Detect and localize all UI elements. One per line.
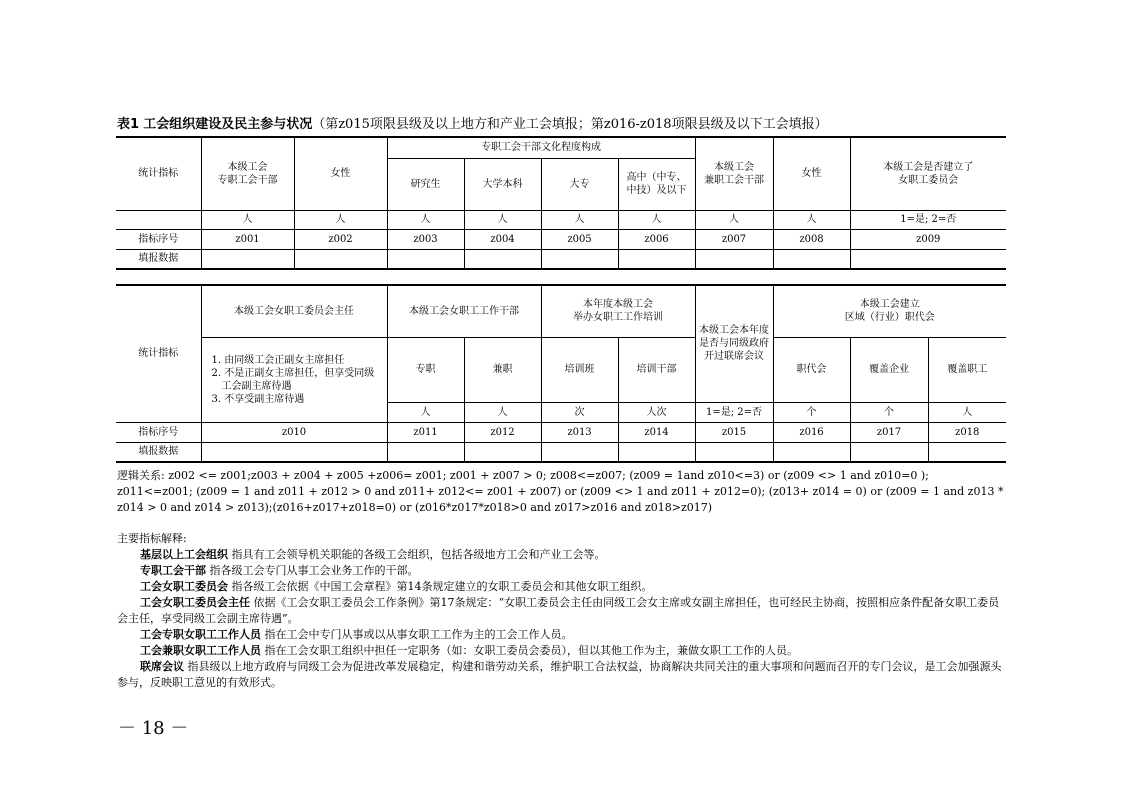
- unit-cell: 1=是; 2=否: [695, 402, 773, 422]
- fill-cell-z012[interactable]: [464, 442, 541, 462]
- fill-label: 填报数据: [116, 442, 201, 462]
- explanation-term: 专职工会干部: [140, 564, 206, 577]
- index-label: 指标序号: [116, 229, 201, 249]
- logic-relations: 逻辑关系: z002 <= z001;z003 + z004 + z005 +z006= z001; z001 + z007 > 0; z008<=z007; (z009 = 1and z010<=3) or (z009 <> 1 and z010=0 ); z011<=z001; (z009 = 1 and z011 + z012 > 0 and z011+ z012<= z001 + z007) or (z009 <> 1 and z011 + z012=0); (z013+ z014 = 0) or (z009 = 1 and z013 * z014 > 0 and z014 > z013);(z016+z017+z018=0) or (z016*z017*z018>0 and z017>z016 and z018>z017): [117, 469, 1004, 514]
- code-cell: z009: [850, 229, 1006, 249]
- page-number: － 18 －: [118, 718, 189, 739]
- unit-cell: 个: [850, 402, 928, 422]
- indicator-explanations: [117, 531, 1007, 691]
- explanation-item: [117, 563, 1007, 579]
- explanation-item: [117, 595, 1007, 627]
- explanations-heading: 主要指标解释:: [117, 532, 187, 545]
- code-cell: z006: [618, 229, 695, 249]
- explanation-text: 指县级以上地方政府与同级工会为促进改革发展稳定，构建和谐劳动关系，维护职工合法权益，协商解决共同关注的重大事项和问题而召开的专门会议，是工会加强源头参与，反映职工意见的有效形式。: [117, 660, 1002, 689]
- explanation-text: 依据《工会女职工委员会工作条例》第17条规定：“女职工委员会主任由同级工会女主席或女副主席担任，也可经民主协商，按照相应条件配备女职工委员会主任，享受同级工会副主席待遇”。: [117, 596, 1000, 625]
- code-cell: z007: [695, 229, 773, 249]
- chair-option: 工会副主席待遇: [211, 380, 292, 392]
- explanation-item: [117, 627, 1007, 643]
- table-main-title: 工会组织建设及民主参与状况: [143, 117, 313, 132]
- unit-cell: 1=是; 2=否: [850, 210, 1006, 229]
- staff-parttime: 兼职: [464, 337, 541, 402]
- fill-cell-z001[interactable]: [201, 249, 294, 269]
- unit-empty: [116, 210, 201, 229]
- table-title: [117, 113, 828, 132]
- explanation-text: 指具有工会领导机关职能的各级工会组织，包括各级地方工会和产业工会等。: [228, 548, 606, 561]
- unit-cell: 人: [464, 210, 541, 229]
- explanation-term: 工会女职工委员会: [140, 580, 228, 593]
- edu-highschool: 高中（中专、 中技）及以下: [618, 158, 695, 210]
- explanation-item: [117, 579, 1007, 595]
- stat-label: 统计指标: [116, 285, 201, 422]
- fill-cell-z017[interactable]: [850, 442, 928, 462]
- fill-cell-z009[interactable]: [850, 249, 1006, 269]
- congress-header: 本级工会建立 区域（行业）职代会: [773, 285, 1006, 337]
- explanation-text: 指各级工会专门从事工会业务工作的干部。: [206, 564, 419, 577]
- chair-option: 1. 由同级工会正副女主席担任: [211, 354, 345, 366]
- fill-label: 填报数据: [116, 249, 201, 269]
- women-committee-table: [116, 284, 1006, 463]
- unit-cell: 人: [618, 210, 695, 229]
- unit-cell: 人: [773, 210, 850, 229]
- code-cell: z017: [850, 422, 928, 442]
- unit-cell: 人次: [618, 402, 695, 422]
- table-title-note: （第z015项限县级及以上地方和产业工会填报；第z016-z018项限县级及以下工会填报）: [312, 117, 828, 132]
- edu-college: 大专: [541, 158, 618, 210]
- female-header: 女性: [294, 137, 387, 210]
- fill-cell-z010[interactable]: [201, 442, 387, 462]
- stat-label: 统计指标: [116, 137, 201, 210]
- fill-cell-z002[interactable]: [294, 249, 387, 269]
- explanation-item: [117, 643, 1007, 659]
- unit-cell: 人: [294, 210, 387, 229]
- chair-options: [201, 337, 387, 422]
- fill-cell-z015[interactable]: [695, 442, 773, 462]
- code-cell: z011: [387, 422, 464, 442]
- code-cell: z004: [464, 229, 541, 249]
- fill-cell-z016[interactable]: [773, 442, 850, 462]
- code-cell: z012: [464, 422, 541, 442]
- index-label: 指标序号: [116, 422, 201, 442]
- unit-cell: 人: [928, 402, 1006, 422]
- unit-cell: 个: [773, 402, 850, 422]
- fill-cell-z014[interactable]: [618, 442, 695, 462]
- training-class: 培训班: [541, 337, 618, 402]
- code-cell: z010: [201, 422, 387, 442]
- fill-cell-z007[interactable]: [695, 249, 773, 269]
- congress-count: 职代会: [773, 337, 850, 402]
- explanation-term: 基层以上工会组织: [140, 548, 228, 561]
- code-cell: z001: [201, 229, 294, 249]
- chair-option: 2. 不是正副女主席担任，但享受同级: [211, 367, 375, 379]
- female2-header: 女性: [773, 137, 850, 210]
- fill-cell-z011[interactable]: [387, 442, 464, 462]
- parttime-header: 本级工会 兼职工会干部: [695, 137, 773, 210]
- unit-cell: 人: [387, 402, 464, 422]
- staff-fulltime: 专职: [387, 337, 464, 402]
- unit-cell: 人: [541, 210, 618, 229]
- fill-cell-z004[interactable]: [464, 249, 541, 269]
- edu-postgrad: 研究生: [387, 158, 464, 210]
- training-header: 本年度本级工会 举办女职工工作培训: [541, 285, 695, 337]
- explanation-text: 指在工会女职工组织中担任一定职务（如：女职工委员会委员），但以其他工作为主，兼做女职工工作的人员。: [261, 644, 798, 657]
- congress-workers: 覆盖职工: [928, 337, 1006, 402]
- explanation-term: 工会女职工委员会主任: [140, 596, 250, 609]
- fill-cell-z008[interactable]: [773, 249, 850, 269]
- table-number: 表1: [117, 117, 140, 132]
- unit-cell: 人: [387, 210, 464, 229]
- explanation-term: 工会兼职女职工工作人员: [140, 644, 261, 657]
- code-cell: z003: [387, 229, 464, 249]
- explanation-text: 指各级工会依据《中国工会章程》第14条规定建立的女职工委员会和其他女职工组织。: [228, 580, 653, 593]
- explanation-item: [117, 547, 1007, 563]
- code-cell: z015: [695, 422, 773, 442]
- unit-cell: 人: [464, 402, 541, 422]
- edu-group-header: 专职工会干部文化程度构成: [387, 137, 695, 158]
- committee-header: 本级工会是否建立了 女职工委员会: [850, 137, 1006, 210]
- fill-cell-z003[interactable]: [387, 249, 464, 269]
- code-cell: z008: [773, 229, 850, 249]
- fill-cell-z006[interactable]: [618, 249, 695, 269]
- code-cell: z005: [541, 229, 618, 249]
- chair-header: 本级工会女职工委员会主任: [201, 285, 387, 337]
- explanation-item: [117, 659, 1007, 691]
- code-cell: z013: [541, 422, 618, 442]
- unit-cell: 次: [541, 402, 618, 422]
- fill-cell-z013[interactable]: [541, 442, 618, 462]
- chair-option: 3. 不享受副主席待遇: [211, 393, 305, 405]
- code-cell: z016: [773, 422, 850, 442]
- code-cell: z018: [928, 422, 1006, 442]
- meeting-header: 本级工会本年度是否与同级政府开过联席会议: [695, 285, 773, 402]
- cadre-table: [116, 136, 1006, 270]
- congress-enterprises: 覆盖企业: [850, 337, 928, 402]
- code-cell: z014: [618, 422, 695, 442]
- fill-cell-z005[interactable]: [541, 249, 618, 269]
- code-cell: z002: [294, 229, 387, 249]
- unit-cell: 人: [201, 210, 294, 229]
- explanation-text: 指在工会中专门从事或以从事女职工工作为主的工会工作人员。: [261, 628, 573, 641]
- explanation-term: 工会专职女职工工作人员: [140, 628, 261, 641]
- unit-cell: 人: [695, 210, 773, 229]
- fill-cell-z018[interactable]: [928, 442, 1006, 462]
- cadre-header: 本级工会 专职工会干部: [201, 137, 294, 210]
- explanation-term: 联席会议: [140, 660, 184, 673]
- training-cadre: 培训干部: [618, 337, 695, 402]
- edu-bachelor: 大学本科: [464, 158, 541, 210]
- staff-header: 本级工会女职工工作干部: [387, 285, 541, 337]
